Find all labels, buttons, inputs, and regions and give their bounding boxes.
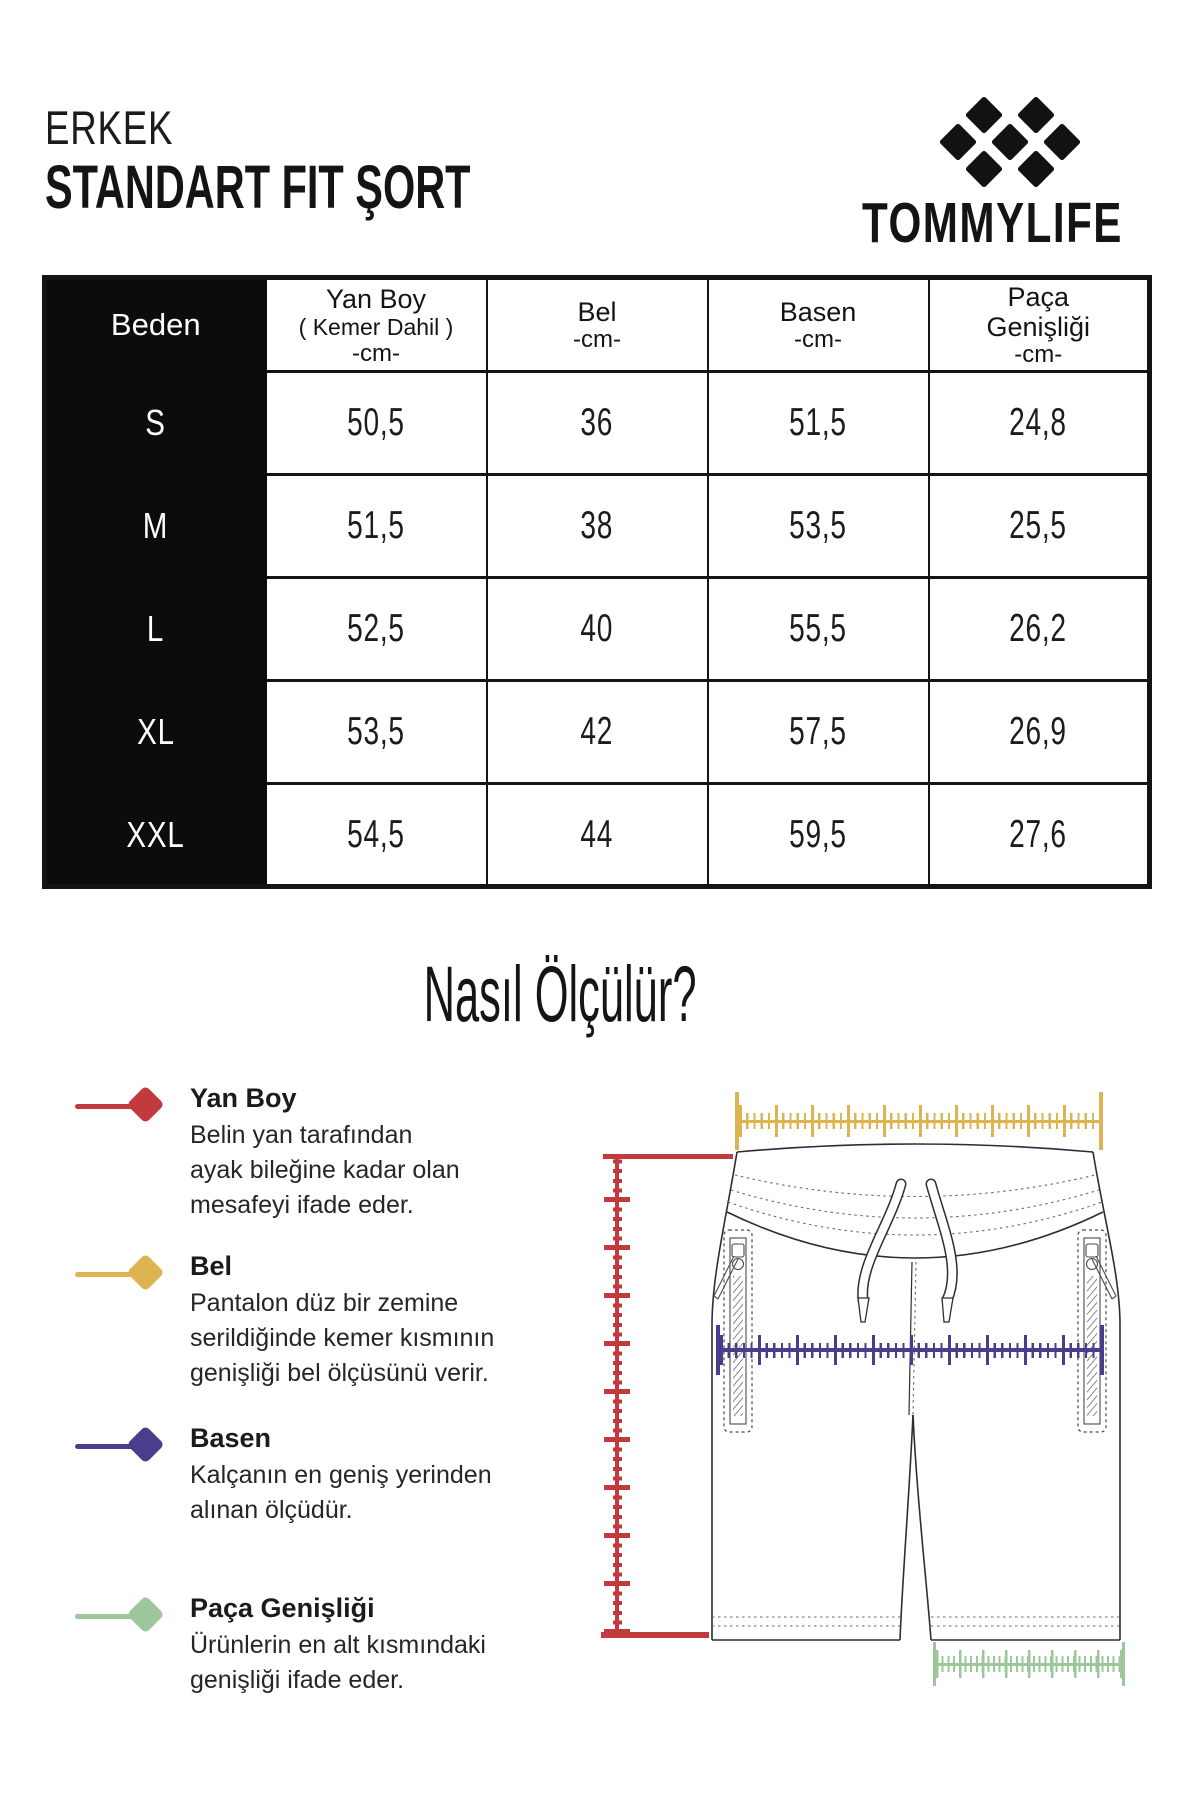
column-header-paca-genisligi: Paça Genişliği -cm- [929, 278, 1150, 372]
value-cell: 57,5 [708, 681, 929, 784]
column-header-bel: Bel -cm- [487, 278, 708, 372]
column-header-yan-boy: Yan Boy ( Kemer Dahil ) -cm- [266, 278, 487, 372]
brand-logo-icon [920, 88, 1100, 188]
value-cell: 44 [487, 784, 708, 887]
table-row [45, 681, 1150, 784]
how-to-measure-title: Nasıl Ölçülür? [423, 949, 697, 1038]
size-table [42, 275, 1152, 889]
column-header-beden [45, 278, 266, 372]
legend-description-line: Belin yan tarafından [190, 1121, 413, 1149]
value-cell: 51,5 [708, 372, 929, 475]
value-cell: 52,5 [266, 578, 487, 681]
legend-item-paca-genisligi [75, 1593, 555, 1698]
legend-label: Yan Boy [190, 1083, 297, 1113]
yan-boy-ruler-top-cap [603, 1154, 733, 1159]
value-cell: 36 [487, 372, 708, 475]
drawstrings [863, 1184, 953, 1300]
product-title: STANDART FIT ŞORT [45, 153, 471, 221]
value-cell: 40 [487, 578, 708, 681]
basen-marker-icon [75, 1425, 175, 1469]
paca-genisligi-marker-icon [75, 1595, 175, 1639]
legend-item-yan-boy [75, 1083, 555, 1223]
value-cell: 24,8 [929, 372, 1150, 475]
yan-boy-ruler [603, 1157, 631, 1634]
product-gender: ERKEK [45, 101, 174, 154]
legend-description-line: genişliği ifade eder. [190, 1666, 405, 1694]
value-cell: 59,5 [708, 784, 929, 887]
legend-description-line: mesafeyi ifade eder. [190, 1191, 414, 1219]
legend-label: Basen [190, 1423, 272, 1453]
value-cell: 26,9 [929, 681, 1150, 784]
value-cell: 50,5 [266, 372, 487, 475]
value-cell: 25,5 [929, 475, 1150, 578]
legend-description-line: Kalçanın en geniş yerinden [190, 1461, 492, 1489]
bel-marker-icon [75, 1253, 175, 1297]
value-cell: 27,6 [929, 784, 1150, 887]
bel-ruler [735, 1092, 1103, 1150]
size-cell: XXL [45, 784, 266, 887]
legend-label: Bel [190, 1251, 233, 1281]
legend-description-line: alınan ölçüdür. [190, 1496, 353, 1524]
value-cell: 55,5 [708, 578, 929, 681]
size-cell: L [45, 578, 266, 681]
legend-description-line: ayak bileğine kadar olan [190, 1156, 460, 1184]
table-row [45, 578, 1150, 681]
table-row [45, 372, 1150, 475]
legend-description-line: Pantalon düz bir zemine [190, 1289, 459, 1317]
legend-item-basen [75, 1423, 555, 1528]
size-cell: S [45, 372, 266, 475]
value-cell: 53,5 [708, 475, 929, 578]
table-header-row [45, 278, 1150, 372]
value-cell: 42 [487, 681, 708, 784]
value-cell: 53,5 [266, 681, 487, 784]
table-row [45, 475, 1150, 578]
yan-boy-marker-icon [75, 1085, 175, 1129]
legend-description-line: Ürünlerin en alt kısmındaki [190, 1631, 486, 1659]
size-cell: M [45, 475, 266, 578]
beden-label: Beden [110, 307, 201, 342]
size-cell: XL [45, 681, 266, 784]
legend-label: Paça Genişliği [190, 1593, 375, 1623]
paca-genisligi-ruler [933, 1642, 1125, 1686]
yan-boy-ruler-bottom-cap [601, 1632, 709, 1638]
value-cell: 51,5 [266, 475, 487, 578]
column-header-basen: Basen -cm- [708, 278, 929, 372]
basen-ruler [716, 1325, 1104, 1375]
value-cell: 38 [487, 475, 708, 578]
value-cell: 54,5 [266, 784, 487, 887]
brand-name: TOMMYLIFE [862, 191, 1123, 255]
legend-item-bel [75, 1251, 555, 1391]
legend-description-line: serildiğinde kemer kısmının [190, 1324, 495, 1352]
legend-description-line: genişliği bel ölçüsünü verir. [190, 1359, 489, 1387]
value-cell: 26,2 [929, 578, 1150, 681]
table-row [45, 784, 1150, 887]
